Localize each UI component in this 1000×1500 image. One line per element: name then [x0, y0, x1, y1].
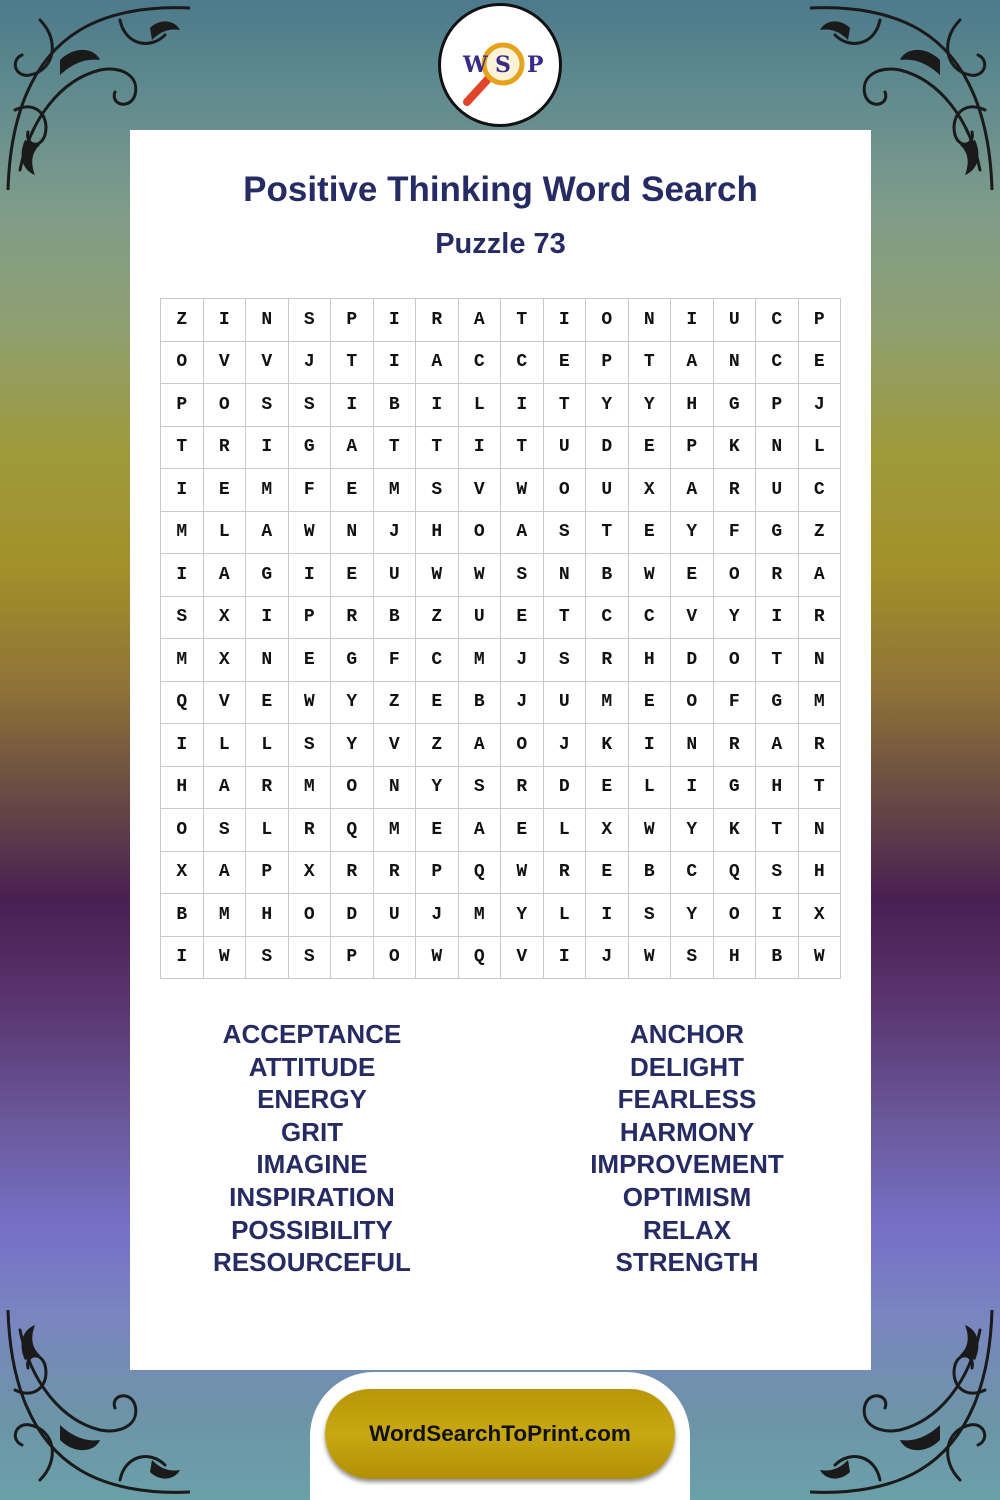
grid-cell: O: [714, 894, 757, 937]
grid-cell: S: [289, 384, 332, 427]
word-item: HARMONY: [619, 1116, 755, 1147]
word-item: DELIGHT: [629, 1051, 745, 1082]
grid-cell: N: [714, 342, 757, 385]
grid-cell: L: [204, 724, 247, 767]
grid-cell: R: [756, 554, 799, 597]
grid-cell: S: [416, 469, 459, 512]
magnifier-icon: [441, 6, 559, 124]
grid-cell: W: [799, 937, 842, 980]
grid-cell: I: [501, 384, 544, 427]
grid-cell: I: [161, 937, 204, 980]
grid-cell: A: [671, 469, 714, 512]
grid-cell: V: [459, 469, 502, 512]
grid-cell: T: [756, 809, 799, 852]
grid-cell: E: [671, 554, 714, 597]
word-item: STRENGTH: [615, 1247, 759, 1278]
word-item: IMPROVEMENT: [590, 1149, 784, 1180]
grid-cell: O: [374, 937, 417, 980]
grid-cell: R: [714, 724, 757, 767]
grid-cell: X: [586, 809, 629, 852]
grid-cell: K: [714, 427, 757, 470]
grid-cell: X: [204, 639, 247, 682]
grid-cell: X: [204, 597, 247, 640]
grid-cell: O: [161, 809, 204, 852]
grid-cell: T: [501, 299, 544, 342]
grid-cell: R: [374, 852, 417, 895]
grid-cell: L: [204, 512, 247, 555]
grid-cell: J: [501, 682, 544, 725]
grid-cell: W: [629, 554, 672, 597]
grid-cell: B: [629, 852, 672, 895]
grid-cell: Q: [459, 852, 502, 895]
grid-cell: A: [459, 809, 502, 852]
grid-cell: Z: [416, 597, 459, 640]
site-logo[interactable]: [438, 3, 562, 127]
grid-cell: U: [714, 299, 757, 342]
grid-cell: L: [246, 724, 289, 767]
grid-cell: Q: [459, 937, 502, 980]
grid-cell: P: [416, 852, 459, 895]
grid-cell: W: [459, 554, 502, 597]
grid-cell: E: [331, 469, 374, 512]
word-item: RELAX: [642, 1214, 732, 1245]
grid-cell: Y: [629, 384, 672, 427]
grid-cell: G: [289, 427, 332, 470]
site-link-button[interactable]: [325, 1389, 675, 1479]
grid-cell: E: [246, 682, 289, 725]
word-item: FEARLESS: [617, 1084, 757, 1115]
grid-cell: N: [799, 639, 842, 682]
grid-cell: I: [671, 767, 714, 810]
grid-cell: Z: [416, 724, 459, 767]
grid-cell: T: [374, 427, 417, 470]
word-item: IMAGINE: [256, 1149, 368, 1180]
grid-cell: E: [544, 342, 587, 385]
grid-cell: S: [289, 724, 332, 767]
grid-cell: I: [246, 427, 289, 470]
grid-cell: P: [331, 299, 374, 342]
grid-cell: B: [161, 894, 204, 937]
letter-grid: [160, 298, 841, 979]
grid-cell: L: [544, 809, 587, 852]
grid-cell: E: [629, 427, 672, 470]
grid-cell: C: [756, 342, 799, 385]
grid-cell: V: [671, 597, 714, 640]
word-item: ANCHOR: [629, 1019, 745, 1049]
grid-cell: R: [586, 639, 629, 682]
grid-cell: T: [586, 512, 629, 555]
grid-cell: P: [586, 342, 629, 385]
grid-cell: N: [331, 512, 374, 555]
grid-cell: M: [799, 682, 842, 725]
grid-cell: O: [161, 342, 204, 385]
grid-cell: G: [331, 639, 374, 682]
word-item: GRIT: [280, 1116, 344, 1147]
grid-cell: B: [756, 937, 799, 980]
grid-cell: C: [501, 342, 544, 385]
grid-cell: A: [799, 554, 842, 597]
grid-cell: Y: [671, 894, 714, 937]
word-item: ACCEPTANCE: [222, 1019, 402, 1049]
grid-cell: R: [331, 852, 374, 895]
grid-cell: P: [246, 852, 289, 895]
grid-cell: I: [544, 937, 587, 980]
grid-cell: V: [204, 682, 247, 725]
grid-cell: Y: [501, 894, 544, 937]
grid-cell: B: [459, 682, 502, 725]
grid-cell: I: [586, 894, 629, 937]
grid-cell: E: [416, 809, 459, 852]
grid-cell: T: [756, 639, 799, 682]
grid-cell: N: [799, 809, 842, 852]
grid-cell: K: [586, 724, 629, 767]
grid-cell: V: [501, 937, 544, 980]
logo-letter-p: P: [527, 52, 544, 78]
grid-cell: C: [799, 469, 842, 512]
grid-cell: M: [246, 469, 289, 512]
grid-cell: L: [629, 767, 672, 810]
grid-cell: I: [374, 299, 417, 342]
grid-cell: M: [459, 894, 502, 937]
grid-cell: X: [629, 469, 672, 512]
grid-cell: P: [756, 384, 799, 427]
grid-cell: I: [161, 724, 204, 767]
grid-cell: B: [374, 384, 417, 427]
grid-cell: Y: [331, 682, 374, 725]
grid-cell: I: [204, 299, 247, 342]
grid-cell: E: [204, 469, 247, 512]
grid-cell: M: [374, 469, 417, 512]
grid-cell: I: [671, 299, 714, 342]
grid-cell: Y: [586, 384, 629, 427]
grid-cell: O: [714, 639, 757, 682]
grid-cell: E: [416, 682, 459, 725]
word-item: RESOURCEFUL: [213, 1247, 411, 1278]
grid-cell: O: [714, 554, 757, 597]
grid-cell: S: [459, 767, 502, 810]
grid-cell: F: [714, 682, 757, 725]
grid-cell: B: [374, 597, 417, 640]
grid-cell: A: [204, 852, 247, 895]
grid-cell: M: [459, 639, 502, 682]
grid-cell: R: [416, 299, 459, 342]
grid-cell: E: [629, 512, 672, 555]
grid-cell: H: [799, 852, 842, 895]
grid-cell: H: [629, 639, 672, 682]
grid-cell: A: [204, 554, 247, 597]
grid-cell: O: [204, 384, 247, 427]
grid-cell: U: [756, 469, 799, 512]
grid-cell: A: [459, 299, 502, 342]
grid-cell: Y: [416, 767, 459, 810]
grid-cell: J: [501, 639, 544, 682]
grid-cell: U: [544, 427, 587, 470]
grid-cell: W: [501, 469, 544, 512]
grid-cell: J: [799, 384, 842, 427]
grid-cell: G: [756, 512, 799, 555]
grid-cell: I: [246, 597, 289, 640]
grid-cell: T: [544, 597, 587, 640]
grid-cell: N: [374, 767, 417, 810]
grid-cell: C: [586, 597, 629, 640]
grid-cell: O: [331, 767, 374, 810]
grid-cell: T: [799, 767, 842, 810]
grid-cell: R: [204, 427, 247, 470]
grid-cell: H: [416, 512, 459, 555]
grid-cell: J: [544, 724, 587, 767]
grid-cell: J: [374, 512, 417, 555]
word-item: OPTIMISM: [622, 1181, 752, 1212]
grid-cell: P: [331, 937, 374, 980]
grid-cell: M: [374, 809, 417, 852]
grid-cell: Y: [714, 597, 757, 640]
grid-cell: P: [671, 427, 714, 470]
grid-cell: A: [246, 512, 289, 555]
grid-cell: S: [204, 809, 247, 852]
grid-cell: T: [331, 342, 374, 385]
grid-cell: B: [586, 554, 629, 597]
grid-cell: S: [756, 852, 799, 895]
grid-cell: N: [544, 554, 587, 597]
grid-cell: H: [161, 767, 204, 810]
grid-cell: A: [671, 342, 714, 385]
grid-cell: Z: [161, 299, 204, 342]
grid-cell: U: [374, 554, 417, 597]
grid-cell: R: [289, 809, 332, 852]
grid-cell: I: [289, 554, 332, 597]
word-item: POSSIBILITY: [231, 1214, 393, 1245]
grid-cell: Y: [671, 512, 714, 555]
grid-cell: H: [671, 384, 714, 427]
grid-cell: L: [544, 894, 587, 937]
grid-cell: O: [671, 682, 714, 725]
grid-cell: Q: [714, 852, 757, 895]
logo-letter-s: S: [495, 52, 511, 78]
grid-cell: I: [756, 894, 799, 937]
grid-cell: M: [204, 894, 247, 937]
logo-letter-w: W: [463, 52, 488, 78]
grid-cell: U: [544, 682, 587, 725]
grid-cell: S: [246, 384, 289, 427]
grid-cell: N: [756, 427, 799, 470]
grid-cell: U: [374, 894, 417, 937]
grid-cell: W: [501, 852, 544, 895]
grid-cell: Q: [161, 682, 204, 725]
word-item: ENERGY: [257, 1084, 367, 1115]
grid-cell: E: [799, 342, 842, 385]
grid-cell: G: [756, 682, 799, 725]
grid-cell: N: [629, 299, 672, 342]
grid-cell: D: [331, 894, 374, 937]
grid-cell: D: [671, 639, 714, 682]
grid-cell: R: [246, 767, 289, 810]
grid-cell: I: [629, 724, 672, 767]
grid-cell: O: [501, 724, 544, 767]
grid-cell: L: [246, 809, 289, 852]
grid-cell: V: [204, 342, 247, 385]
grid-cell: I: [544, 299, 587, 342]
grid-cell: A: [459, 724, 502, 767]
grid-cell: Q: [331, 809, 374, 852]
grid-cell: I: [331, 384, 374, 427]
grid-cell: W: [289, 512, 332, 555]
grid-cell: M: [289, 767, 332, 810]
grid-cell: M: [586, 682, 629, 725]
grid-cell: L: [799, 427, 842, 470]
grid-cell: F: [374, 639, 417, 682]
grid-cell: M: [161, 639, 204, 682]
grid-cell: E: [629, 682, 672, 725]
grid-cell: W: [629, 937, 672, 980]
grid-cell: I: [459, 427, 502, 470]
grid-cell: O: [544, 469, 587, 512]
grid-cell: T: [629, 342, 672, 385]
grid-cell: P: [161, 384, 204, 427]
grid-cell: S: [501, 554, 544, 597]
grid-cell: H: [246, 894, 289, 937]
grid-cell: Y: [331, 724, 374, 767]
grid-cell: X: [161, 852, 204, 895]
grid-cell: H: [756, 767, 799, 810]
word-list-right: [507, 1018, 867, 1279]
grid-cell: R: [501, 767, 544, 810]
grid-cell: T: [501, 427, 544, 470]
grid-cell: G: [246, 554, 289, 597]
grid-cell: I: [374, 342, 417, 385]
grid-cell: S: [161, 597, 204, 640]
grid-cell: J: [289, 342, 332, 385]
grid-cell: O: [459, 512, 502, 555]
grid-cell: F: [289, 469, 332, 512]
grid-cell: J: [586, 937, 629, 980]
grid-cell: G: [714, 767, 757, 810]
grid-cell: V: [374, 724, 417, 767]
grid-cell: G: [714, 384, 757, 427]
grid-cell: V: [246, 342, 289, 385]
grid-cell: F: [714, 512, 757, 555]
grid-cell: R: [714, 469, 757, 512]
grid-cell: K: [714, 809, 757, 852]
grid-cell: N: [246, 639, 289, 682]
grid-cell: W: [204, 937, 247, 980]
grid-cell: A: [204, 767, 247, 810]
grid-cell: R: [544, 852, 587, 895]
grid-cell: D: [544, 767, 587, 810]
grid-cell: W: [629, 809, 672, 852]
grid-cell: M: [161, 512, 204, 555]
grid-cell: C: [671, 852, 714, 895]
word-item: ATTITUDE: [248, 1051, 376, 1082]
grid-cell: E: [289, 639, 332, 682]
grid-cell: O: [289, 894, 332, 937]
grid-cell: E: [501, 597, 544, 640]
puzzle-number: Puzzle 73: [435, 228, 566, 260]
grid-cell: N: [246, 299, 289, 342]
grid-cell: L: [459, 384, 502, 427]
puzzle-panel: [130, 130, 871, 1370]
grid-cell: W: [289, 682, 332, 725]
grid-cell: H: [714, 937, 757, 980]
grid-cell: I: [416, 384, 459, 427]
grid-cell: J: [416, 894, 459, 937]
page-title: Positive Thinking Word Search: [243, 170, 758, 209]
site-link-label: WordSearchToPrint.com: [369, 1421, 631, 1446]
grid-cell: S: [289, 299, 332, 342]
grid-cell: T: [161, 427, 204, 470]
word-list-left: [132, 1018, 492, 1279]
grid-cell: C: [416, 639, 459, 682]
grid-cell: I: [161, 554, 204, 597]
grid-cell: A: [331, 427, 374, 470]
grid-cell: I: [161, 469, 204, 512]
grid-cell: A: [756, 724, 799, 767]
grid-cell: O: [586, 299, 629, 342]
grid-cell: R: [799, 597, 842, 640]
grid-cell: E: [586, 852, 629, 895]
grid-cell: D: [586, 427, 629, 470]
grid-cell: P: [289, 597, 332, 640]
grid-cell: C: [459, 342, 502, 385]
grid-cell: W: [416, 554, 459, 597]
word-item: INSPIRATION: [229, 1181, 395, 1212]
grid-cell: E: [331, 554, 374, 597]
grid-cell: R: [799, 724, 842, 767]
grid-cell: T: [416, 427, 459, 470]
grid-cell: N: [671, 724, 714, 767]
grid-cell: Z: [374, 682, 417, 725]
grid-cell: R: [331, 597, 374, 640]
grid-cell: S: [629, 894, 672, 937]
grid-cell: Y: [671, 809, 714, 852]
grid-cell: P: [799, 299, 842, 342]
grid-cell: S: [289, 937, 332, 980]
grid-cell: E: [586, 767, 629, 810]
grid-cell: A: [416, 342, 459, 385]
grid-cell: S: [544, 512, 587, 555]
grid-cell: A: [501, 512, 544, 555]
grid-cell: X: [799, 894, 842, 937]
grid-cell: I: [756, 597, 799, 640]
grid-cell: C: [629, 597, 672, 640]
grid-cell: X: [289, 852, 332, 895]
grid-cell: U: [586, 469, 629, 512]
grid-cell: E: [501, 809, 544, 852]
grid-cell: U: [459, 597, 502, 640]
grid-cell: Z: [799, 512, 842, 555]
grid-cell: W: [416, 937, 459, 980]
grid-cell: T: [544, 384, 587, 427]
grid-cell: S: [544, 639, 587, 682]
grid-cell: C: [756, 299, 799, 342]
grid-cell: S: [671, 937, 714, 980]
grid-cell: S: [246, 937, 289, 980]
